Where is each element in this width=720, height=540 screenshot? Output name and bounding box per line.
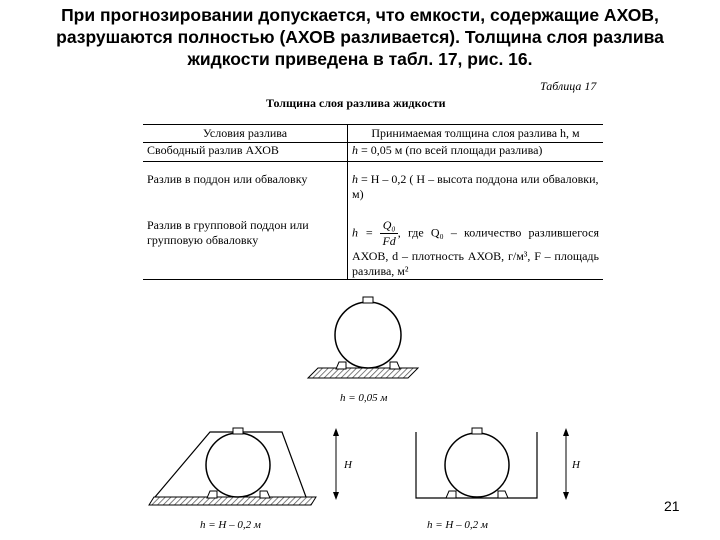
tank-support-right [390,362,400,369]
ground-plate [308,368,418,378]
embankment-outline [155,432,306,497]
formula-symbol: h = [352,225,374,240]
arrow-down-icon [563,492,569,500]
formula-symbol: h [352,143,358,157]
slide-title-line-3: жидкости приведена в табл. 17, рис. 16. [187,49,533,69]
tank-hatch [472,428,482,434]
tank-hatch [233,428,243,434]
tank-circle [335,302,401,368]
free-spill-diagram [308,297,418,378]
tank-support-right [260,491,270,498]
tank-support-left [336,362,346,369]
page-number: 21 [664,498,680,514]
header-conditions: Условия разлива [143,125,348,143]
caption-tray: h = H – 0,2 м [427,519,488,531]
table-title: Толщина слоя разлива жидкости [266,96,446,110]
row-condition: Свободный разлив АХОВ [143,143,348,162]
fraction-numerator: Q₀ [380,218,397,234]
fraction-denominator: Fd [382,234,396,248]
formula-text: , где Q₀ – количество разлившегося АХОВ, d – плотность АХОВ, г/м³, F – площадь разлива, м² [352,225,599,278]
row-condition: Разлив в поддон или обваловку [143,162,348,219]
caption-embankment: h = H – 0,2 м [200,519,261,531]
tank-support-left [207,491,217,498]
tray-spill-diagram [416,428,569,500]
embankment-spill-diagram [149,428,339,505]
header-thickness: Принимаемая толщина слоя разлива h, м [348,125,604,143]
formula-text: = H – 0,2 ( H – высота поддона или обваловки, м) [352,172,599,201]
row-condition: Разлив в групповой поддон или групповую обваловку [143,218,348,280]
tank-support-right [498,491,508,498]
height-label-right: H [572,459,580,471]
tank-hatch [363,297,373,303]
tank-circle [206,433,270,497]
slide-title-line-1: При прогнозировании допускается, что емкости, содержащие АХОВ, [61,5,659,25]
ground-plate [149,497,316,505]
arrow-down-icon [333,492,339,500]
height-label-left: H [344,459,352,471]
table-number-label: Таблица 17 [540,79,597,93]
tank-circle [445,433,509,497]
tank-support-left [446,491,456,498]
slide-title-line-2: разрушаются полностью (АХОВ разливается). Толщина слоя разлива [56,27,664,47]
tray-outline [416,432,537,498]
arrow-up-icon [563,428,569,436]
caption-free-spill: h = 0,05 м [340,392,388,404]
formula-text: = 0,05 м (по всей площади разлива) [358,143,543,157]
formula-symbol: h [352,172,358,186]
arrow-up-icon [333,428,339,436]
